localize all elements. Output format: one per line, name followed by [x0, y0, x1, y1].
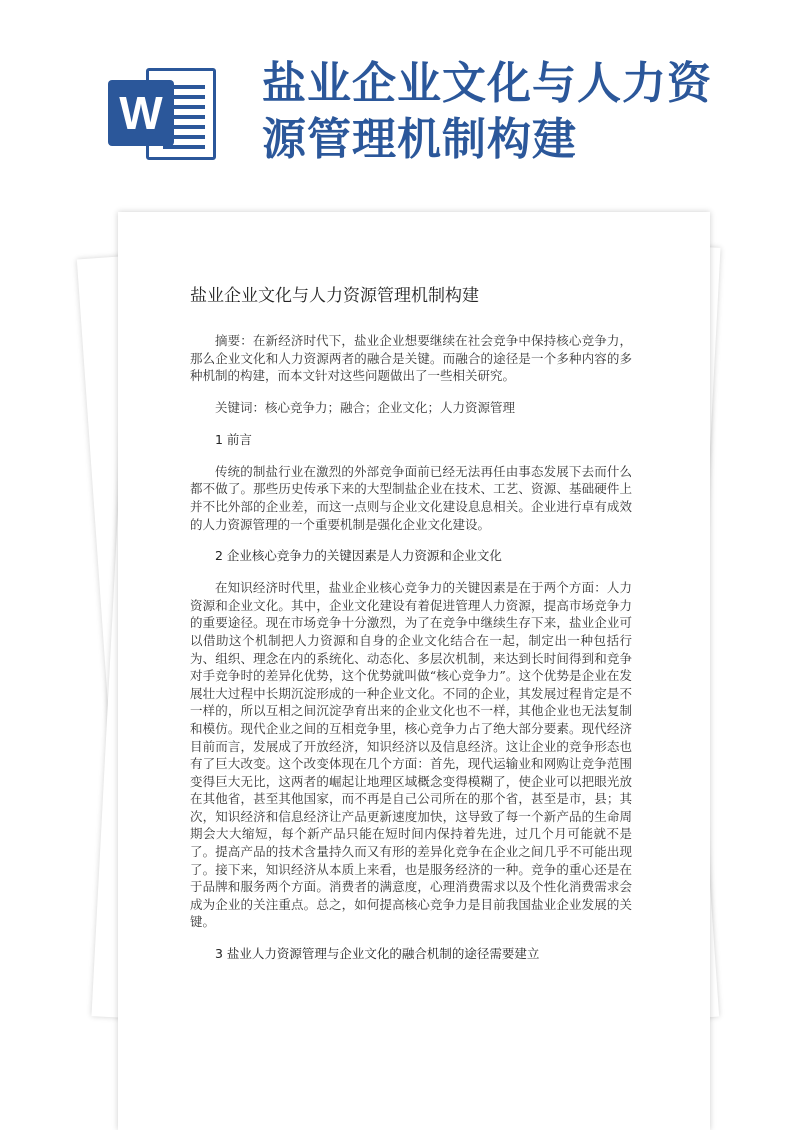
- section-body-2: 在知识经济时代里，盐业企业核心竞争力的关键因素是在于两个方面：人力资源和企业文化。其中，企业文化建设有着促进管理人力资源，提高市场竞争力的重要途径。现在市场竞争十分激烈，为了在竞争中继续生存下来，盐业企业可以借助这个机制把人力资源和自身的企业文化结合在一起，制定出一种包括行为、组织、理念在内的系统化、动态化、多层次机制，来达到长时间得到和竞争对手竞争时的差异化优势，这个优势就叫做“核心竞争力”。这个优势是企业在发展壮大过程中长期沉淀形成的一种企业文化。不同的企业，其发展过程肯定是不一样的，所以互相之间沉淀孕育出来的企业文化也不一样，其他企业也无法复制和模仿。现代企业之间的互相竞争里，核心竞争力占了绝大部分要素。现代经济目前而言，发展成了开放经济，知识经济以及信息经济。这让企业的竞争形态也有了巨大改变。这个改变体现在几个方面：首先，现代运输业和网购让竞争范围变得巨大无比，这两者的崛起让地理区域概念变得模糊了，使企业可以把眼光放在其他省，甚至其他国家，而不再是自己公司所在的那个省，甚至是市，县；其次，知识经济和信息经济让产品更新速度加快，这导致了每一个新产品的生命周期会大大缩短，每个新产品只能在短时间内保持着先进，过几个月可能就不是了。提高产品的技术含量持久而又有形的差异化竞争在企业之间几乎不可能出现了。接下来，知识经济从本质上来看，也是服务经济的一种。竞争的重心还是在于品牌和服务两个方面。消费者的满意度，心理消费需求以及个性化消费需求会成为企业的关注重点。总之，如何提高核心竞争力是目前我国盐业企业发展的关键。: [190, 580, 632, 930]
- word-document-icon: [108, 58, 220, 170]
- section-body-1: 传统的制盐行业在激烈的外部竞争面前已经无法再任由事态发展下去而什么都不做了。那些历史传承下来的大型制盐企业在技术、工艺、资源、基础硬件上并不比外部的企业差，而这一点则与企业文化建设息息相关。企业进行卓有成效的人力资源管理的一个重要机制是强化企业文化建设。: [190, 463, 632, 532]
- abstract-paragraph: 摘要：在新经济时代下，盐业企业想要继续在社会竞争中保持核心竞争力，那么企业文化和人力资源两者的融合是关键。而融合的途径是一个多种内容的多种机制的构建，而本文针对这些问题做出了一些相关研究。: [190, 333, 632, 384]
- document-body: [190, 332, 632, 977]
- word-letter-badge: W: [108, 80, 174, 146]
- section-heading-2: 2 企业核心竞争力的关键因素是人力资源和企业文化: [215, 548, 502, 564]
- document-title: 盐业企业文化与人力资源管理机制构建: [190, 286, 479, 306]
- banner: [0, 0, 800, 210]
- section-heading-1: 1 前言: [215, 431, 252, 447]
- document-page: [118, 212, 710, 1130]
- section-heading-3: 3 盐业人力资源管理与企业文化的融合机制的途径需要建立: [215, 946, 540, 962]
- keywords-line: 关键词：核心竞争力；融合；企业文化；人力资源管理: [215, 399, 516, 415]
- banner-title: 盐业企业文化与人力资源管理机制构建: [262, 58, 712, 165]
